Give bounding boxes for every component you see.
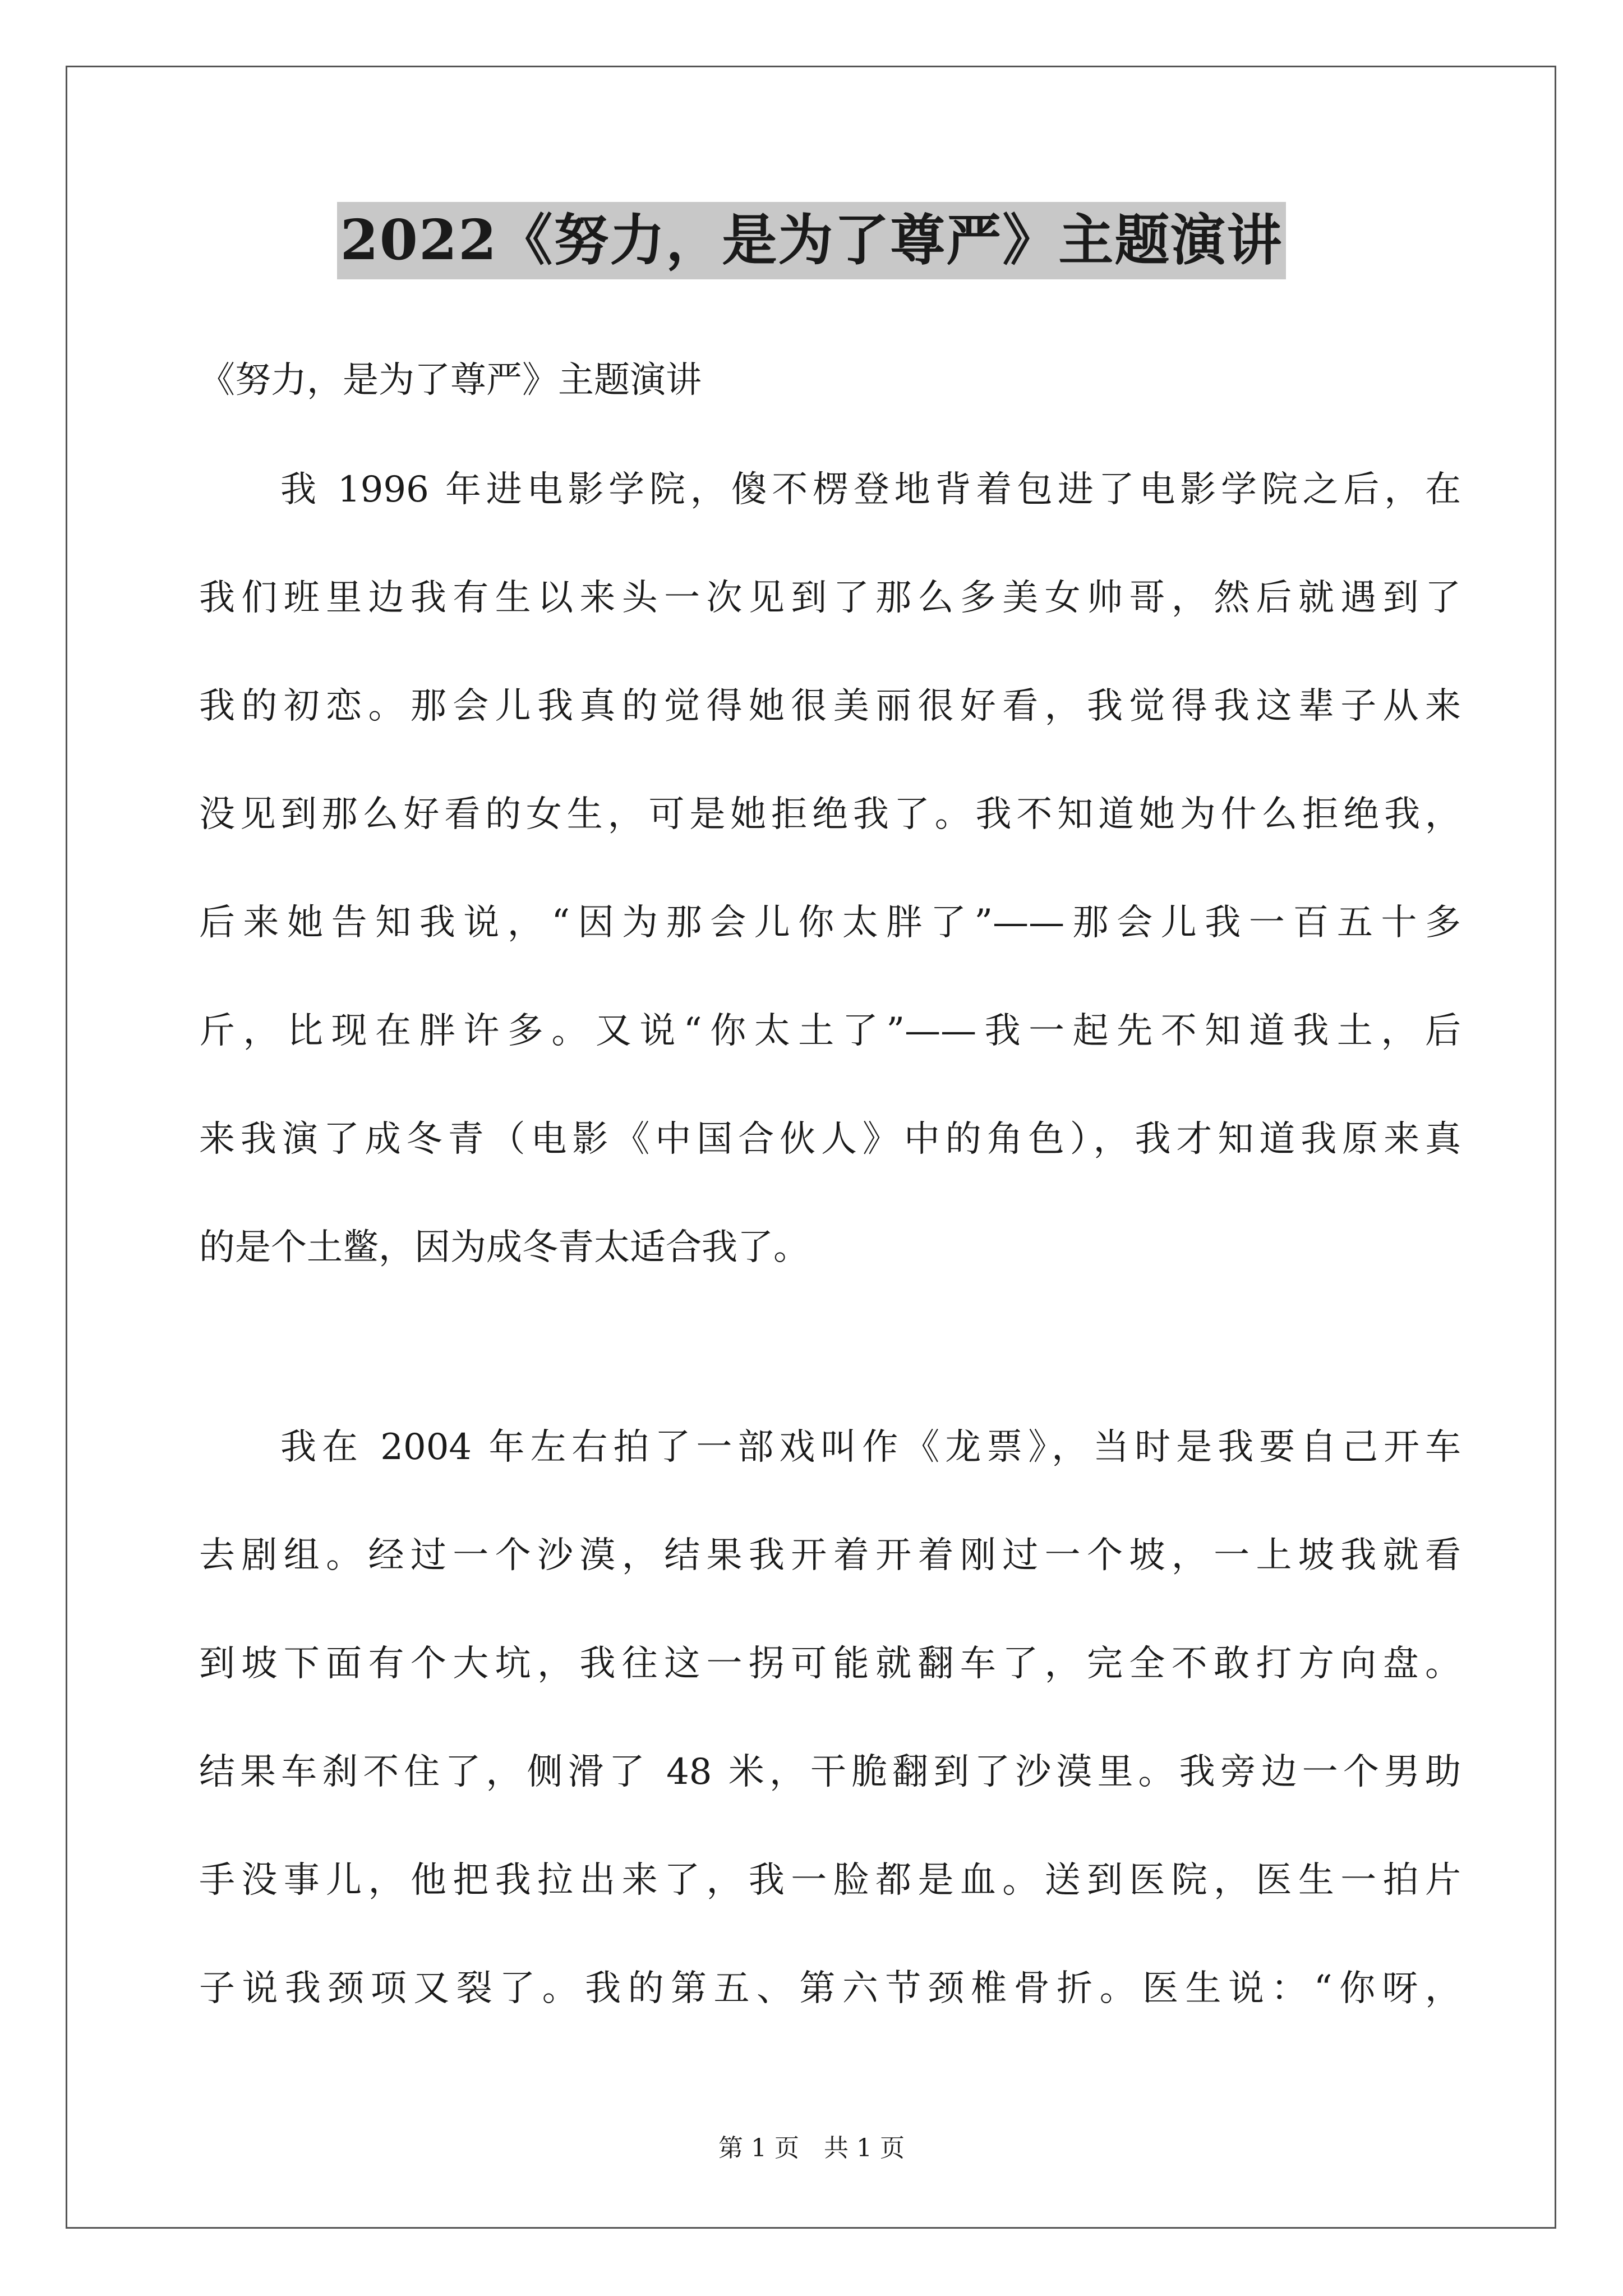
paragraph-line: 我们班里边我有生以来头一次见到了那么多美女帅哥，然后就遇到了: [199, 577, 1461, 619]
paragraph-line: 到坡下面有个大坑，我往这一拐可能就翻车了，完全不敢打方向盘。: [199, 1643, 1461, 1685]
paragraph-line: 我 1996 年进电影学院，傻不楞登地背着包进了电影学院之后，在: [280, 469, 1461, 510]
paragraph-1: [199, 462, 1461, 1328]
paragraph-line: 的是个土鳖，因为成冬青太适合我了。: [199, 1227, 809, 1268]
paragraph-line: 我在 2004 年左右拍了一部戏叫作《龙票》，当时是我要自己开车: [280, 1427, 1461, 1468]
paragraph-2: [199, 1419, 1461, 2069]
paragraph-line: 来我演了成冬青（电影《中国合伙人》中的角色），我才知道我原来真: [199, 1119, 1461, 1160]
paragraph-line: 去剧组。经过一个沙漠，结果我开着开着刚过一个坡，一上坡我就看: [199, 1535, 1461, 1576]
paragraph-line: 斤，比现在胖许多。又说“你太土了”——我一起先不知道我土，后: [199, 1010, 1461, 1052]
title-container: [0, 202, 1623, 279]
document-title: 2022《努力，是为了尊严》主题演讲: [337, 202, 1287, 279]
document-subtitle: 《努力，是为了尊严》主题演讲: [199, 360, 702, 401]
paragraph-line: 我的初恋。那会儿我真的觉得她很美丽很好看，我觉得我这辈子从来: [199, 685, 1461, 727]
paragraph-line: 后来她告知我说，“因为那会儿你太胖了”——那会儿我一百五十多: [199, 902, 1461, 944]
paragraph-line: 结果车刹不住了，侧滑了 48 米，干脆翻到了沙漠里。我旁边一个男助: [199, 1751, 1461, 1793]
page-footer: 第 1 页 共 1 页: [718, 2134, 905, 2162]
paragraph-line: 没见到那么好看的女生，可是她拒绝我了。我不知道她为什么拒绝我，: [199, 794, 1461, 835]
paragraph-line: 手没事儿，他把我拉出来了，我一脸都是血。送到医院，医生一拍片: [199, 1860, 1461, 1901]
paragraph-line: 子说我颈项又裂了。我的第五、第六节颈椎骨折。医生说：“你呀，: [199, 1968, 1461, 2009]
